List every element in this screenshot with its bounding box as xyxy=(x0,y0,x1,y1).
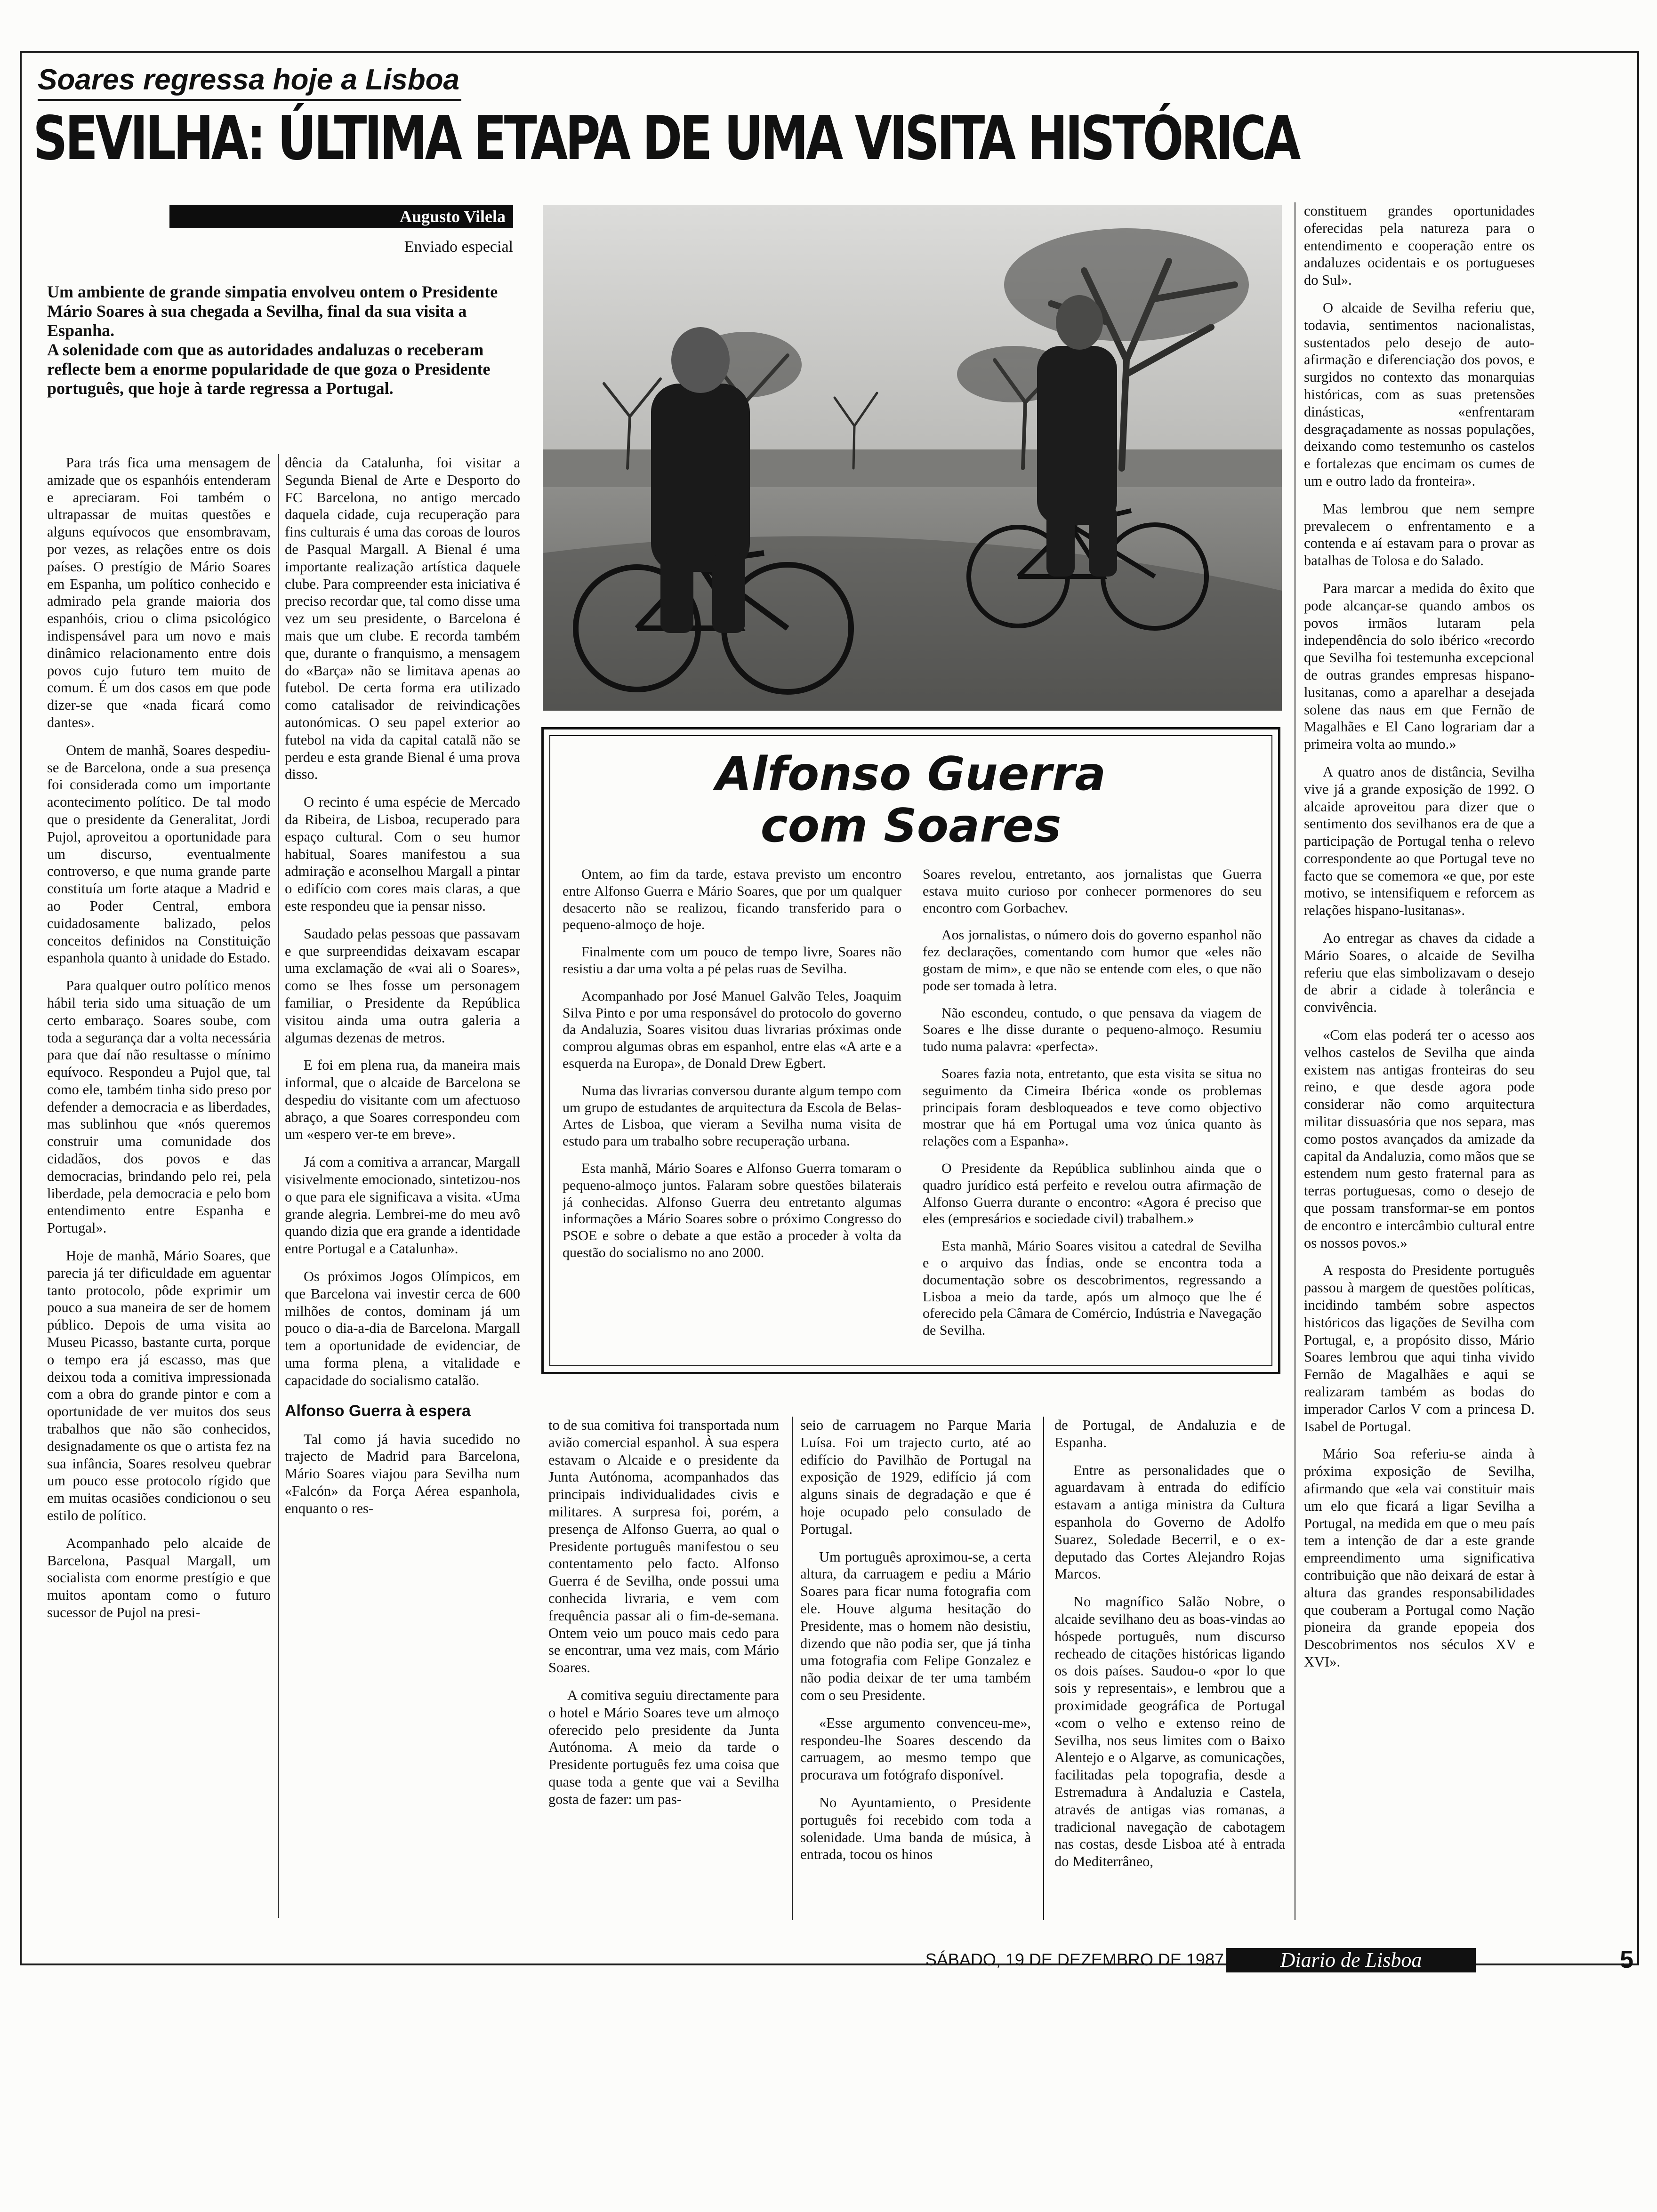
paragraph: Mas lembrou que nem sempre prevalecem o enfrentamento e a contenda e aí estavam para o provar as batalhas de Tolosa e do Salado. xyxy=(1304,500,1535,569)
paragraph: Saudado pelas pessoas que passavam e que surpreendidas deixavam escapar uma exclamação de «vai ali o Soares», como se lhes fosse um personagem familiar, o Presidente da República visitou ainda uma outra galeria a algumas dezenas de metros. xyxy=(285,925,520,1046)
column-rule xyxy=(278,454,279,1918)
paragraph: O recinto é uma espécie de Mercado da Ribeira, de Lisboa, recuperado para espaço cultural. Com o seu humor habitual, Soares manifestou a sua admiração e aconselhou Margall a pintar o edifício com cores mais claras, a que este respondeu que ia pensar nisso. xyxy=(285,794,520,914)
paragraph: O Presidente da República sublinhou ainda que o quadro jurídico está perfeito e revelou outra afirmação de Alfonso Guerra durante o encontro: «Agora é preciso que eles (empresários e sociedade civil) trabalhem.» xyxy=(923,1160,1262,1227)
paragraph: Aos jornalistas, o número dois do governo espanhol não fez declarações, comentando com humor que «eles não gostam de mim», e que não se entende com eles, o que não pode ser tomada à letra. xyxy=(923,927,1262,994)
paragraph: A resposta do Presidente português passou à margem de questões políticas, incidindo também sobre aspectos históricos das ligações de Sevilha com Portugal, e, a propósito disso, Mário Soares lembrou que aqui tinha vivido Fernão de Magalhães e aqui se realizaram também as bodas do imperador Carlos V com a princesa D. Isabel de Portugal. xyxy=(1304,1262,1535,1435)
paragraph: A quatro anos de distância, Sevilha vive já a grande exposição de 1992. O alcaide aproveitou para dizer que o sentimento dos sevilhanos era de que a participação de Portugal tenha o relevo correspondente ao que Portugal teve no facto que se comemora «e que, por este motivo, se intensifiquem e reforcem as relações hispano-lusitanas». xyxy=(1304,763,1535,919)
paragraph: «Com elas poderá ter o acesso aos velhos castelos de Sevilha que ainda existem nas antigas fronteiras do seu reino, e que desde agora pode considerar não como arquitectura militar dissuasória que nos separa, mas como postos avançados da amizade da capital da Andaluzia, como mãos que se estendem num gesto fraternal para as terras portuguesas, como o desejo de que possam transformar-se em pontos de encontro e intercâmbio cultural entre os nossos povos.» xyxy=(1304,1027,1535,1251)
footer-date: SÁBADO, 19 DE DEZEMBRO DE 1987 xyxy=(925,1950,1224,1969)
paragraph: Acompanhado por José Manuel Galvão Teles, Joaquim Silva Pinto e por uma responsável do protocolo do governo da Andaluzia, Soares visitou duas livrarias próximas onde comprou algumas obras em espanhol, entre elas «A arte e a esquerda na Europa», de Donald Drew Egbert. xyxy=(563,988,901,1071)
article-column-4 xyxy=(800,1417,1031,1920)
paragraph: to de sua comitiva foi transportada num avião comercial espanhol. À sua espera estavam o Alcaide e o presidente da Junta Autónoma, acompanhados das principais individualidades civis e militares. A surpresa foi, porém, a presença de Alfonso Guerra, ao qual o Presidente português manifestou o seu contentamento pelo facto. Alfonso Guerra é de Sevilha, onde possui uma conhecida livraria, e vem com frequência passar ali o fim-de-semana. Ontem veio um pouco mais cedo para se encontrar, uma vez mais, com Mário Soares. xyxy=(548,1417,779,1676)
paragraph: Hoje de manhã, Mário Soares, que parecia já ter dificuldade em aguentar tanto protocolo, pôde exprimir um pouco a sua maneira de ser de homem público. Depois de uma visita ao Museu Picasso, bastante curta, porque o tempo era já escasso, mas que deixou toda a comitiva impressionada com a obra do grande pintor e com a oportunidade de ver muitos dos seus trabalhos que não são conhecidos, designadamente os que o artista fez na sua infância, Soares resolveu quebrar um pouco esse protocolo rígido que em muitas ocasiões condicionou o seu estilo de político. xyxy=(47,1248,271,1524)
paragraph: No Ayuntamiento, o Presidente português foi recebido com toda a solenidade. Uma banda de música, à entrada, tocou os hinos xyxy=(800,1794,1031,1863)
paragraph: Finalmente com um pouco de tempo livre, Soares não resistiu a dar uma volta a pé pelas ruas de Sevilha. xyxy=(563,944,901,977)
paragraph: constituem grandes oportunidades oferecidas pela natureza para o entendimento e cooperação entre os andaluzes ocidentais e os portugueses do Sul». xyxy=(1304,203,1535,289)
box-title-line: Alfonso Guerra xyxy=(716,747,1106,801)
paragraph: E foi em plena rua, da maneira mais informal, que o alcaide de Barcelona se despediu do visitante com um afectuoso abraço, a que Soares correspondeu com um «espero ver-te em breve». xyxy=(285,1057,520,1143)
paragraph: Mário Soa referiu-se ainda à próxima exposição de Sevilha, afirmando que «ela vai constituir mais um elo que ficará a ligar Sevilha a Portugal, na medida em que o meu país tem a intenção de dar a este grande empreendimento uma significativa contribuição que não deixará de estar à altura das grandes responsabilidades que couberam a Portugal como Nação pioneira da grande epopeia dos Descobrimentos nos séculos XV e XVI». xyxy=(1304,1446,1535,1670)
paragraph: A comitiva seguiu directamente para o hotel e Mário Soares teve um almoço oferecido pelo presidente da Junta Autónoma. A meio da tarde o Presidente português fez uma coisa que quase toda a gente que vai a Sevilha gosta de fazer: um pas- xyxy=(548,1687,779,1807)
bicycle-photo-illustration xyxy=(543,205,1282,711)
article-column-6 xyxy=(1304,202,1535,1920)
paragraph: Não escondeu, contudo, o que pensava da viagem de Soares e lhe disse durante o pequeno-almoço. Resumiu tudo numa palavra: «perfecta». xyxy=(923,1005,1262,1055)
author-byline: Augusto Vilela xyxy=(169,205,513,228)
footer-masthead: Diario de Lisboa xyxy=(1226,1948,1476,1972)
lead-paragraph: Um ambiente de grande simpatia envolveu ontem o Presidente Mário Soares à sua chegada a Sevilha, final da sua visita a Espanha. xyxy=(47,282,498,340)
paragraph: Já com a comitiva a arrancar, Margall visivelmente emocionado, sintetizou-nos o que para ele significava a visita. «Uma grande alegria. Lembrei-me do meu avô quando dizia que era grande a identidade entre Portugal e a Catalunha». xyxy=(285,1154,520,1257)
paragraph: Ontem de manhã, Soares despediu-se de Barcelona, onde a sua presença foi considerada como um importante acontecimento político. De tal modo que o presidente da Generalitat, Jordi Pujol, aproveitou a oportunidade para um discurso, eventualmente controverso, e que numa grande parte constituía um forte ataque a Madrid e ao Poder Central, embora cuidadosamente balizado, pelos conceitos definidos na Constituição espanhola quanto à unidade do Estado. xyxy=(47,742,271,966)
paragraph: Para trás fica uma mensagem de amizade que os espanhóis entenderam e apreciaram. Foi também o ultrapassar de muitas questões e alguns equívocos que ensombravam, por vezes, as relações entre os dois países. O prestígio de Mário Soares em Espanha, um político conhecido e admirado pela grande maioria dos espanhóis, criou o clima psicológico indispensável para um novo e mais dinâmico relacionamento entre dois povos cujo futuro tem muito de comum. É um dos casos em que pode dizer-se que «nada ficará como dantes». xyxy=(47,455,271,730)
paragraph: Esta manhã, Mário Soares visitou a catedral de Sevilha e o arquivo das Índias, onde se encontra toda a documentação sobre os descobrimentos, regressando a Lisboa a meio da tarde, após um almoço que lhe é oferecido pela Câmara de Comércio, Indústria e Navegação de Sevilha. xyxy=(923,1238,1262,1338)
box-title-line: com Soares xyxy=(760,799,1062,853)
page-footer xyxy=(923,1946,1633,1973)
article-column-2 xyxy=(285,454,520,1918)
paragraph: dência da Catalunha, foi visitar a Segunda Bienal de Arte e Desporto do FC Barcelona, no antigo mercado daquela cidade, cuja recuperação para fins culturais é uma das coroas de louros de Pasqual Margall. A Bienal é uma importante realização artística daquele clube. Para compreender esta iniciativa é preciso recordar que, tal como disse uma vez um seu presidente, o Barcelona é mais que um clube. E recorda também que, durante o franquismo, a mensagem do «Barça» não se limitava apenas ao futebol. De certa forma era utilizado como catalisador de reivindicações autonómicas. O seu papel exterior ao futebol na vida da capital catalã não se perdeu e esta grande Bienal é uma prova disso. xyxy=(285,455,520,783)
paragraph: Ao entregar as chaves da cidade a Mário Soares, o alcaide de Sevilha referiu que elas simbolizavam o desejo de abrir a cidade à tolerância e convivência. xyxy=(1304,930,1535,1016)
column-rule xyxy=(1043,1417,1044,1920)
section-subhead: Alfonso Guerra à espera xyxy=(285,1402,471,1420)
page-number: 5 xyxy=(1620,1946,1633,1973)
paragraph: O alcaide de Sevilha referiu que, todavia, sentimentos nacionalistas, sustentados pelo desejo de auto-afirmação e diferenciação dos povos, e surgidos no contexto das monarquias históricas, com as suas pretensões dinásticas, «enfrentaram desgraçadamente as nossas populações, deixando como testemunho os castelos e fortalezas que encimam os cumes de um e outro lado da fronteira». xyxy=(1304,299,1535,489)
article-headline: SEVILHA: ÚLTIMA ETAPA DE UMA VISITA HISTÓRICA xyxy=(33,104,1298,174)
paragraph: Tal como já havia sucedido no trajecto de Madrid para Barcelona, Mário Soares viajou para Sevilha num «Falcón» da Força Aérea espanhola, enquanto o res- xyxy=(285,1431,520,1516)
paragraph: No magnífico Salão Nobre, o alcaide sevilhano deu as boas-vindas ao hóspede português, num discurso recheado de citações históricas ligando os dois países. Saudou-o «por lo que sois y representais», e lembrou que a proximidade geográfica de Portugal «com o velho e extenso reino de Sevilha, nos seus limites com o Baixo Alentejo e o Algarve, as comunicações, facilitadas pela topografia, desde a Estremadura à Andaluzia e Castela, através de antigas vias romanas, a tradicional navegação de cabotagem nas costas, desde Lisboa até à entrada do Mediterrâneo, xyxy=(1054,1594,1285,1870)
article-lead xyxy=(47,282,508,438)
paragraph: Entre as personalidades que o aguardavam à entrada do edifício estavam a antiga ministra da Cultura espanhola do Governo de Adolfo Suarez, Soledade Becerril, e o ex-deputado das Cortes Alejandro Rojas Marcos. xyxy=(1054,1462,1285,1582)
paragraph: seio de carruagem no Parque Maria Luísa. Foi um trajecto curto, até ao edifício do Pavilhão de Portugal na exposição de 1929, edifício já com alguns sinais de degradação e que é hoje ocupado pelo consulado de Portugal. xyxy=(800,1417,1031,1537)
article-column-5 xyxy=(1054,1417,1285,1920)
article-column-3 xyxy=(548,1417,779,1920)
paragraph: Para marcar a medida do êxito que pode alcançar-se quando ambos os povos irmãos lutaram pela independência do solo ibérico «recordo que Sevilha foi testemunha excepcional de outras grandes empresas hispano-lusitanas, como a aparelhar a desejada solene das naus em que Fernão de Magalhães e El Cano lograriam dar a primeira volta ao mundo.» xyxy=(1304,580,1535,753)
box-column-right xyxy=(923,866,1262,1360)
paragraph: «Esse argumento convenceu-me», respondeu-lhe Soares descendo da carruagem, ao mesmo tempo que procurava um fotógrafo disponível. xyxy=(800,1715,1031,1783)
sidebar-box-alfonso-guerra xyxy=(541,727,1280,1374)
box-column-left xyxy=(563,866,901,1360)
paragraph: Soares revelou, entretanto, aos jornalistas que Guerra estava muito curioso por conhecer pormenores do seu encontro com Gorbachev. xyxy=(923,866,1262,916)
article-column-1 xyxy=(47,454,271,1918)
paragraph: Para qualquer outro político menos hábil teria sido uma situação de um certo embaraço. Soares soube, com toda a segurança dar a volta necessária para que daí não resultasse o mínimo equívoco. Respondeu a Pujol que, tal como ele, também tinha sido preso por defender a democracia e as liberdades, mas sublinhou que «nós queremos construir uma comunidade dos cidadãos, dos povos e das democracias, brindando pelo rei, pela liberdade, pela democracia e pelo bom entendimento entre Espanha e Portugal». xyxy=(47,978,271,1236)
author-role: Enviado especial xyxy=(404,238,513,256)
paragraph: Ontem, ao fim da tarde, estava previsto um encontro entre Alfonso Guerra e Mário Soares, que por um qualquer desacerto não se realizou, ficando transferido para o pequeno-almoço de hoje. xyxy=(563,866,901,933)
paragraph: Um português aproximou-se, a certa altura, da carruagem e pediu a Mário Soares para ficar numa fotografia com ele. Houve alguma hesitação do Presidente, mas o homem não desistiu, dizendo que não podia ser, que já tinha uma fotografia com Felipe Gonzalez e não podia deixar de ter uma também com o seu Presidente. xyxy=(800,1548,1031,1703)
paragraph: Esta manhã, Mário Soares e Alfonso Guerra tomaram o pequeno-almoço juntos. Falaram sobre questões bilaterais já conhecidas. Alfonso Guerra deu entretanto algumas informações a Mário Soares sobre o próximo Congresso do PSOE e sobre o debate a que estão a proceder à volta da questão do socialismo no ano 2000. xyxy=(563,1160,901,1260)
column-rule xyxy=(792,1417,793,1920)
paragraph: de Portugal, de Andaluzia e de Espanha. xyxy=(1054,1417,1285,1451)
paragraph: Numa das livrarias conversou durante algum tempo com um grupo de estudantes de arquitectura da Escola de Belas-Artes de Lisboa, que vieram a Sevilha numa visita de estudo para um trabalho sobre recuperação urbana. xyxy=(563,1082,901,1149)
box-title xyxy=(544,748,1278,852)
paragraph: Os próximos Jogos Olímpicos, em que Barcelona vai investir cerca de 600 milhões de contos, dominam já um pouco o dia-a-dia de Barcelona. Margall tem a oportunidade de evidenciar, de uma forma plena, a vitalidade e capacidade do socialismo catalão. xyxy=(285,1268,520,1388)
paragraph: Acompanhado pelo alcaide de Barcelona, Pasqual Margall, um socialista com enorme prestígio e que muitos apontam como o futuro sucessor de Pujol na presi- xyxy=(47,1535,271,1620)
lead-paragraph: A solenidade com que as autoridades andaluzas o receberam reflecte bem a enorme popularidade de que goza o Presidente português, que hoje à tarde regressa a Portugal. xyxy=(47,340,491,398)
paragraph: Soares fazia nota, entretanto, que esta visita se situa no seguimento da Cimeira Ibérica «onde os problemas principais foram desbloqueados e teve como objectivo mostrar que há em Portugal uma voz única quanto às relações com a Espanha». xyxy=(923,1066,1262,1149)
photo-soares-cycling xyxy=(543,205,1282,711)
article-kicker: Soares regressa hoje a Lisboa xyxy=(38,61,461,101)
